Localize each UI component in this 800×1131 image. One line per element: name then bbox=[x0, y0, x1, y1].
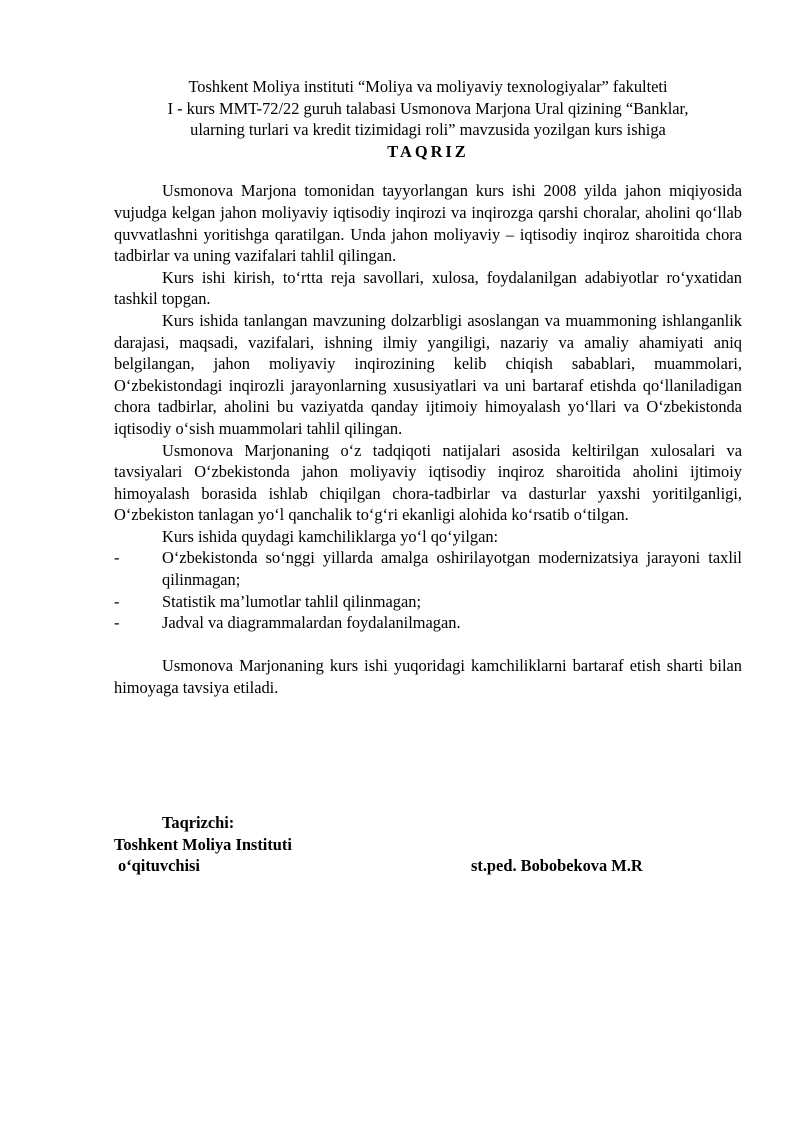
body-paragraph-3: Kurs ishida tanlangan mavzuning dolzarbligi asoslangan va muammoning ishlanganlik darajasi, maqsadi, vazifalari, ishning ilmiy yangiligi, nazariy va amaliy ahamiyati aniq belgilangan, jahon moliyaviy inqirozining kelib chiqish sabablari, muammolari, O‘zbekistondagi inqirozli jarayonlarning xususiyatlari va uni bartaraf etishda qo‘llaniladigan chora tadbirlar, aholini bu vaziyatda qanday ijtimoiy himoyalash yo‘llari va O‘zbekistonda iqtisodiy o‘sish muammolari tahlil qilingan. bbox=[114, 310, 742, 438]
list-item-text: O‘zbekistonda so‘nggi yillarda amalga oshirilayotgan modernizatsiya jarayoni taxlil qilinmagan; bbox=[162, 548, 742, 590]
body-paragraph-1: Usmonova Marjona tomonidan tayyorlangan kurs ishi 2008 yilda jahon miqiyosida vujudga kelgan jahon moliyaviy iqtisodiy inqirozi va inqirozga qarshi choralar, aholini qo‘llab quvvatlashni yoritishga qaratilgan. Unda jahon moliyaviy – iqtisodiy inqiroz sharoitida chora tadbirlar va uning vazifalari tahlil qilingan. bbox=[114, 181, 742, 266]
list-item-text: Statistik ma’lumotlar tahlil qilinmagan; bbox=[162, 591, 422, 611]
list-item bbox=[114, 612, 742, 634]
body-paragraph-2: Kurs ishi kirish, to‘rtta reja savollari, xulosa, foydalanilgan adabiyotlar ro‘yxatidan tashkil topgan. bbox=[114, 267, 742, 309]
reviewer-row bbox=[114, 855, 742, 877]
list-item-text: Jadval va diagrammalardan foydalanilmagan. bbox=[162, 613, 461, 633]
body-paragraph-4: Usmonova Marjonaning o‘z tadqiqoti natijalari asosida keltirilgan xulosalari va tavsiyalari O‘zbekistonda jahon moliyaviy iqtisodiy inqiroz sharoitida aholini ijtimoiy himoyalash borasida ishlab chiqilgan chora-tadbirlar va dasturlar yaxshi yoritilganligi, O‘zbekiston tanlagan yo‘l qanchalik to‘g‘ri ekanligi alohida ko‘rsatib o‘tilgan. bbox=[114, 440, 742, 525]
header-line-1: Toshkent Moliya instituti “Moliya va moliyaviy texnologiyalar” fakulteti bbox=[188, 77, 668, 96]
document-header bbox=[114, 76, 742, 141]
spacer bbox=[114, 634, 742, 656]
reviewer-role: o‘qituvchisi bbox=[118, 856, 200, 876]
body-paragraph-5: Kurs ishida quydagi kamchiliklarga yo‘l qo‘yilgan: bbox=[162, 526, 499, 546]
list-item bbox=[114, 547, 742, 590]
reviewer-name: st.ped. Bobobekova M.R bbox=[471, 856, 643, 876]
header-line-2: I - kurs MMT-72/22 guruh talabasi Usmonova Marjona Ural qizining “Banklar, bbox=[167, 98, 689, 118]
signature-block bbox=[114, 812, 742, 877]
reviewer-title: Taqrizchi: bbox=[162, 813, 235, 832]
list-dash: - bbox=[114, 591, 120, 611]
document-page bbox=[114, 76, 742, 699]
shortcomings-list bbox=[114, 547, 742, 633]
conclusion-paragraph: Usmonova Marjonaning kurs ishi yuqoridagi kamchiliklarni bartaraf etish sharti bilan himoyaga tavsiya etiladi. bbox=[114, 656, 742, 698]
header-line-3: ularning turlari va kredit tizimidagi roli” mavzusida yozilgan kurs ishiga bbox=[190, 120, 666, 140]
reviewer-institution: Toshkent Moliya Instituti bbox=[114, 834, 292, 854]
list-dash: - bbox=[114, 548, 120, 568]
list-dash: - bbox=[114, 613, 120, 633]
list-item bbox=[114, 591, 742, 613]
document-title: TAQRIZ bbox=[387, 141, 469, 161]
